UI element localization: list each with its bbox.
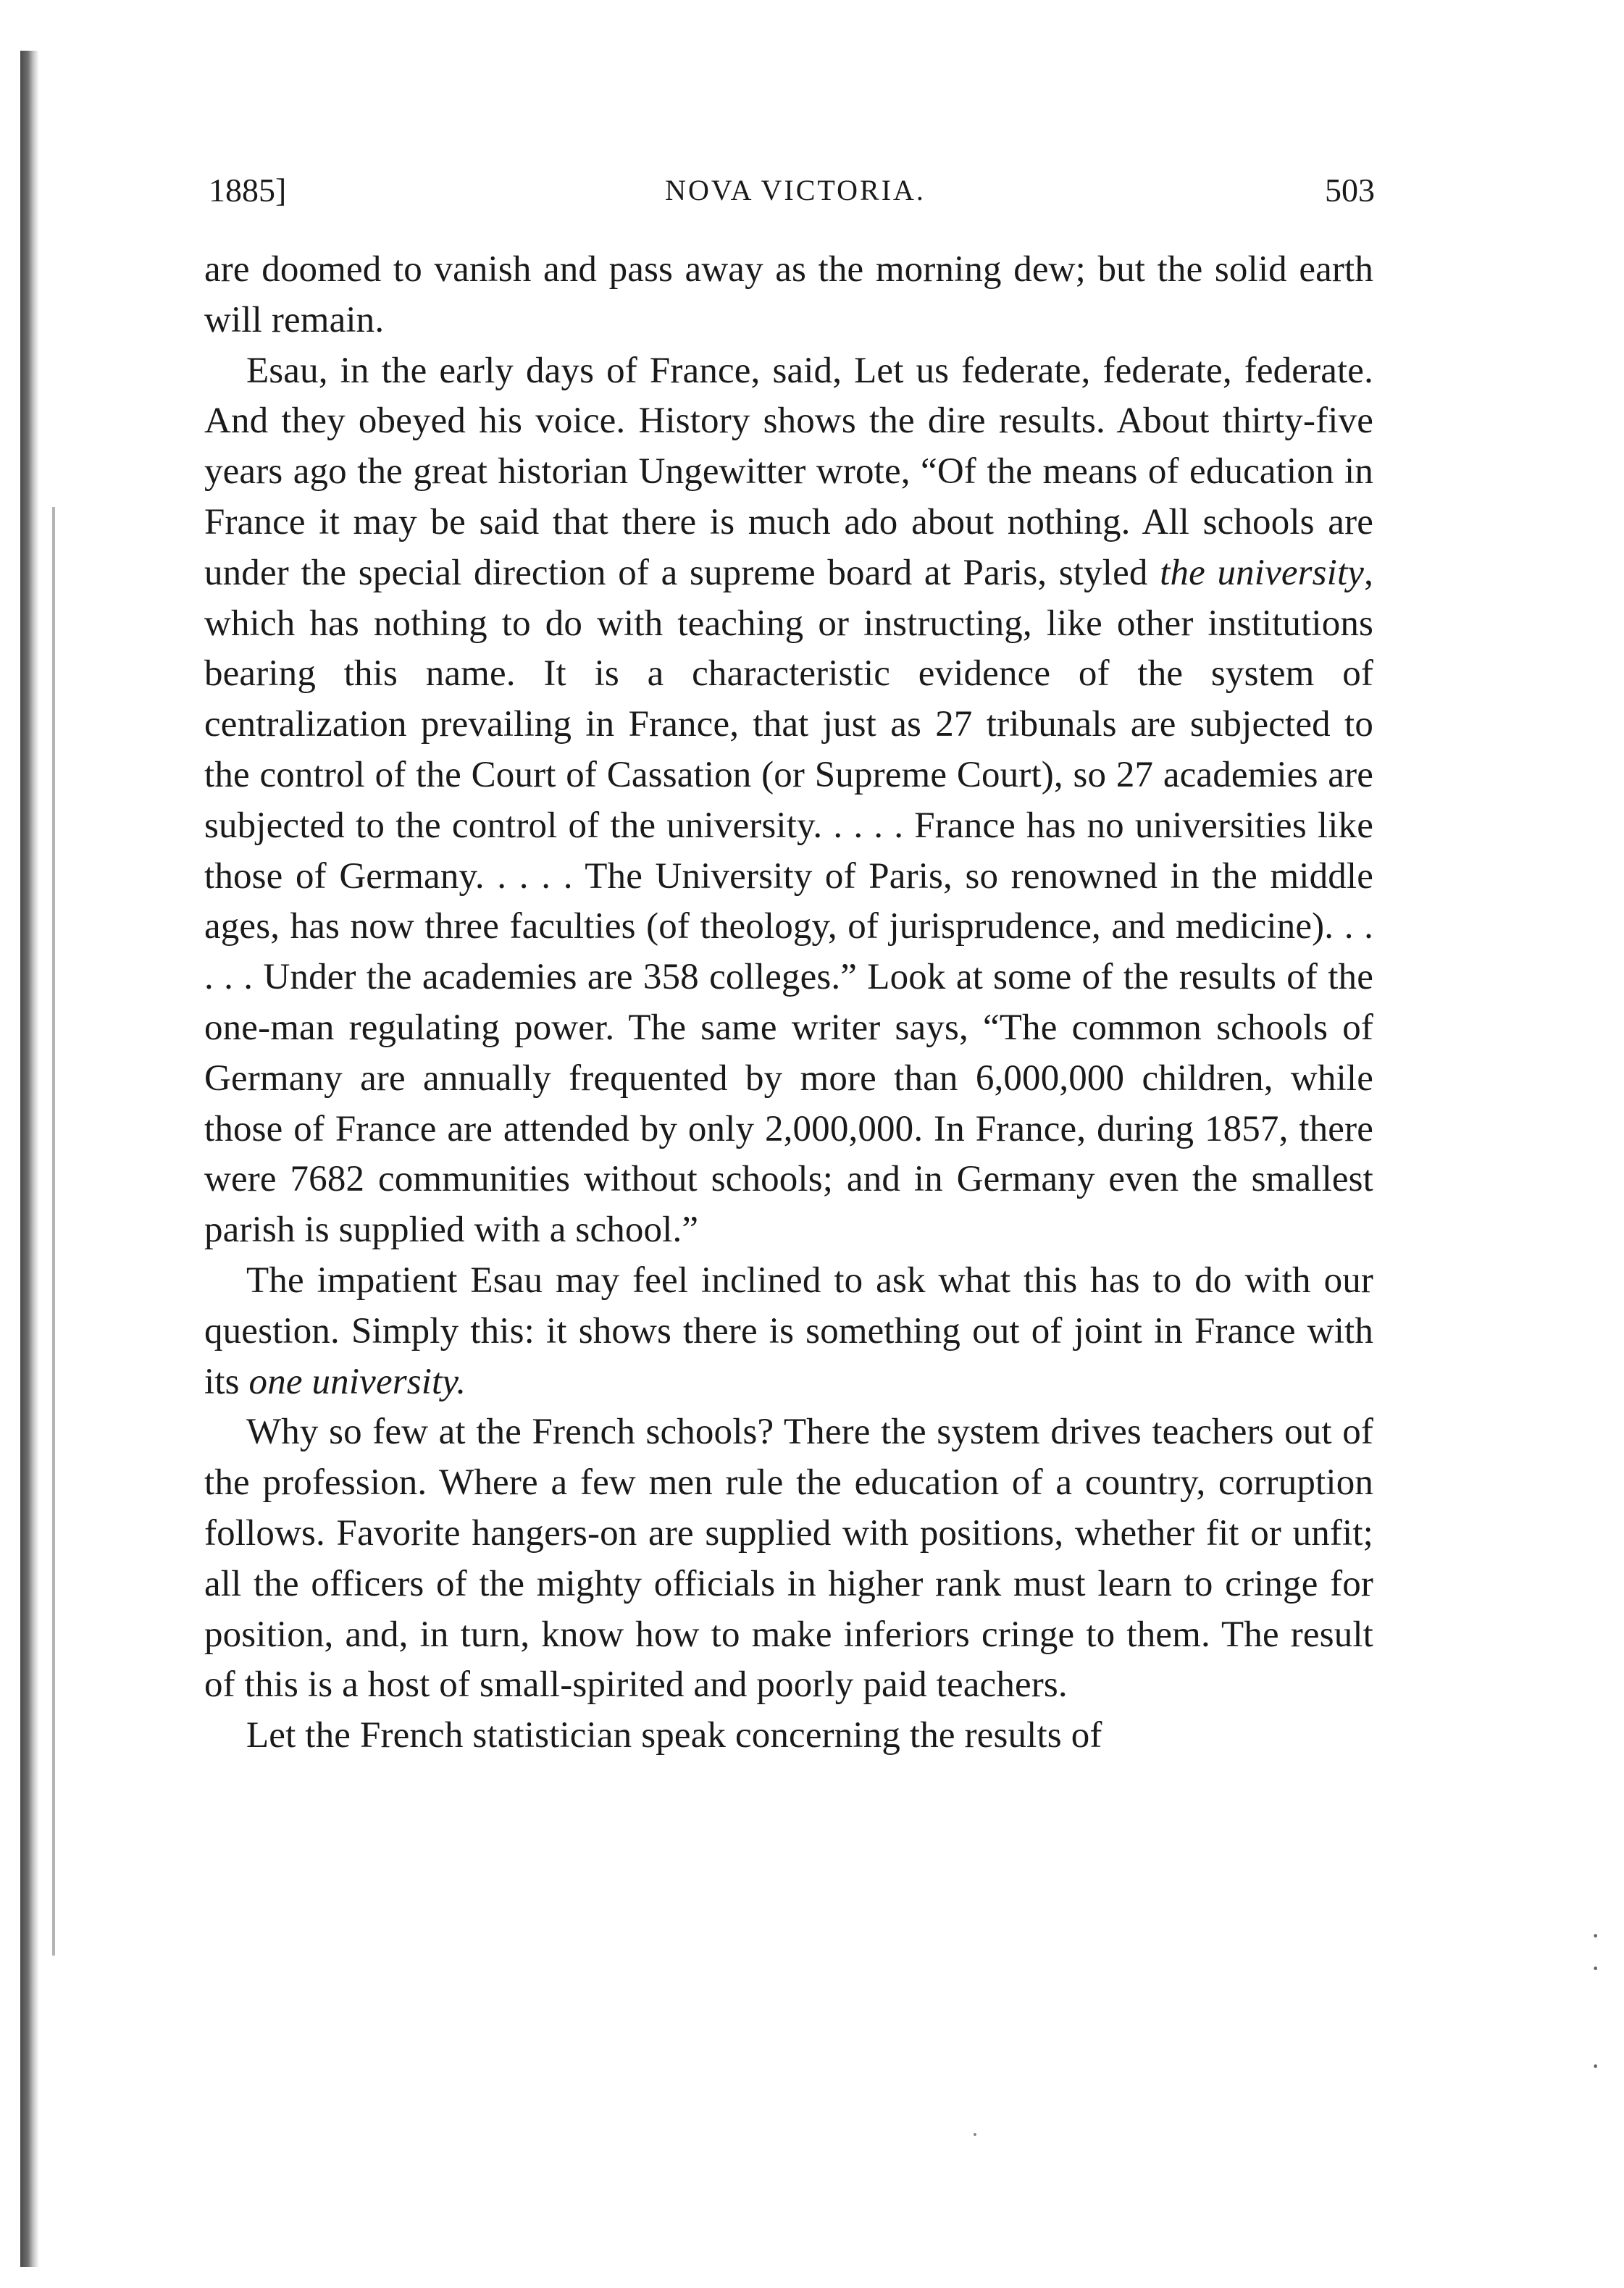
text-run: Esau, in the early days of France, said, Let us federate, federate, federate. And they obeyed his voice. History shows the dire results. About thirty-five years ago the great historian Ungewitter wrote, “Of the means of education in France it may be said that there is much ado about nothing. All schools are under the special direction of a supreme board at Paris, styled bbox=[204, 350, 1373, 593]
scan-shadow-line bbox=[52, 507, 55, 1956]
page-number: 503 bbox=[1325, 172, 1375, 209]
body-text bbox=[204, 245, 1373, 1761]
paragraph bbox=[204, 1407, 1373, 1711]
text-run: Let the French statistician speak concerning the results of bbox=[246, 1715, 1102, 1756]
running-head bbox=[209, 165, 1382, 216]
text-run: The impatient Esau may feel inclined to ask what this has to do with our question. Simply this: it shows there is something out of joint in France with its bbox=[204, 1260, 1373, 1402]
scan-binding-edge bbox=[20, 51, 39, 2267]
scan-speck bbox=[974, 2133, 976, 2136]
text-run: Why so few at the French schools? There the system drives teachers out of the profession. Where a few men rule the education of a country, corruption follows. Favorite hangers-on are supplied with positions, whether fit or unfit; all the officers of the mighty officials in higher rank must learn to cringe for position, and, in turn, know how to make inferiors cringe to them. The result of this is a host of small-spirited and poorly paid teachers. bbox=[204, 1412, 1373, 1706]
header-year: 1885] bbox=[209, 172, 287, 209]
paragraph bbox=[204, 245, 1373, 346]
text-run: , which has nothing to do with teaching or instructing, like other institutions bearing this name. It is a characteristic evidence of the system of centralization prevailing in France, that just as 27 tribunals are subjected to the control of the Court of Cassation (or Supreme Court), so 27 academies are subjected to the control of the university. . . . . France has no universities like those of Germany. . . . . The University of Paris, so renowned in the middle ages, has now three faculties (of theology, of jurisprudence, and medicine). . . . . . Under the academies are 358 colleges.” Look at some of the results of the one-man regulating power. The same writer says, “The common schools of Germany are annually frequented by more than 6,000,000 children, while those of France are attended by only 2,000,000. In France, during 1857, there were 7682 communities without schools; and in Germany even the smallest parish is supplied with a school.” bbox=[204, 552, 1373, 1251]
margin-specks: · · · bbox=[1591, 1919, 1601, 2082]
italic-text: the university bbox=[1160, 552, 1365, 593]
italic-text: one university. bbox=[248, 1361, 466, 1402]
paragraph bbox=[204, 346, 1373, 1256]
paragraph bbox=[204, 1256, 1373, 1407]
header-title: NOVA VICTORIA. bbox=[665, 174, 926, 206]
text-run: are doomed to vanish and pass away as the morning dew; but the solid earth will remain. bbox=[204, 249, 1373, 340]
paragraph bbox=[204, 1711, 1373, 1761]
